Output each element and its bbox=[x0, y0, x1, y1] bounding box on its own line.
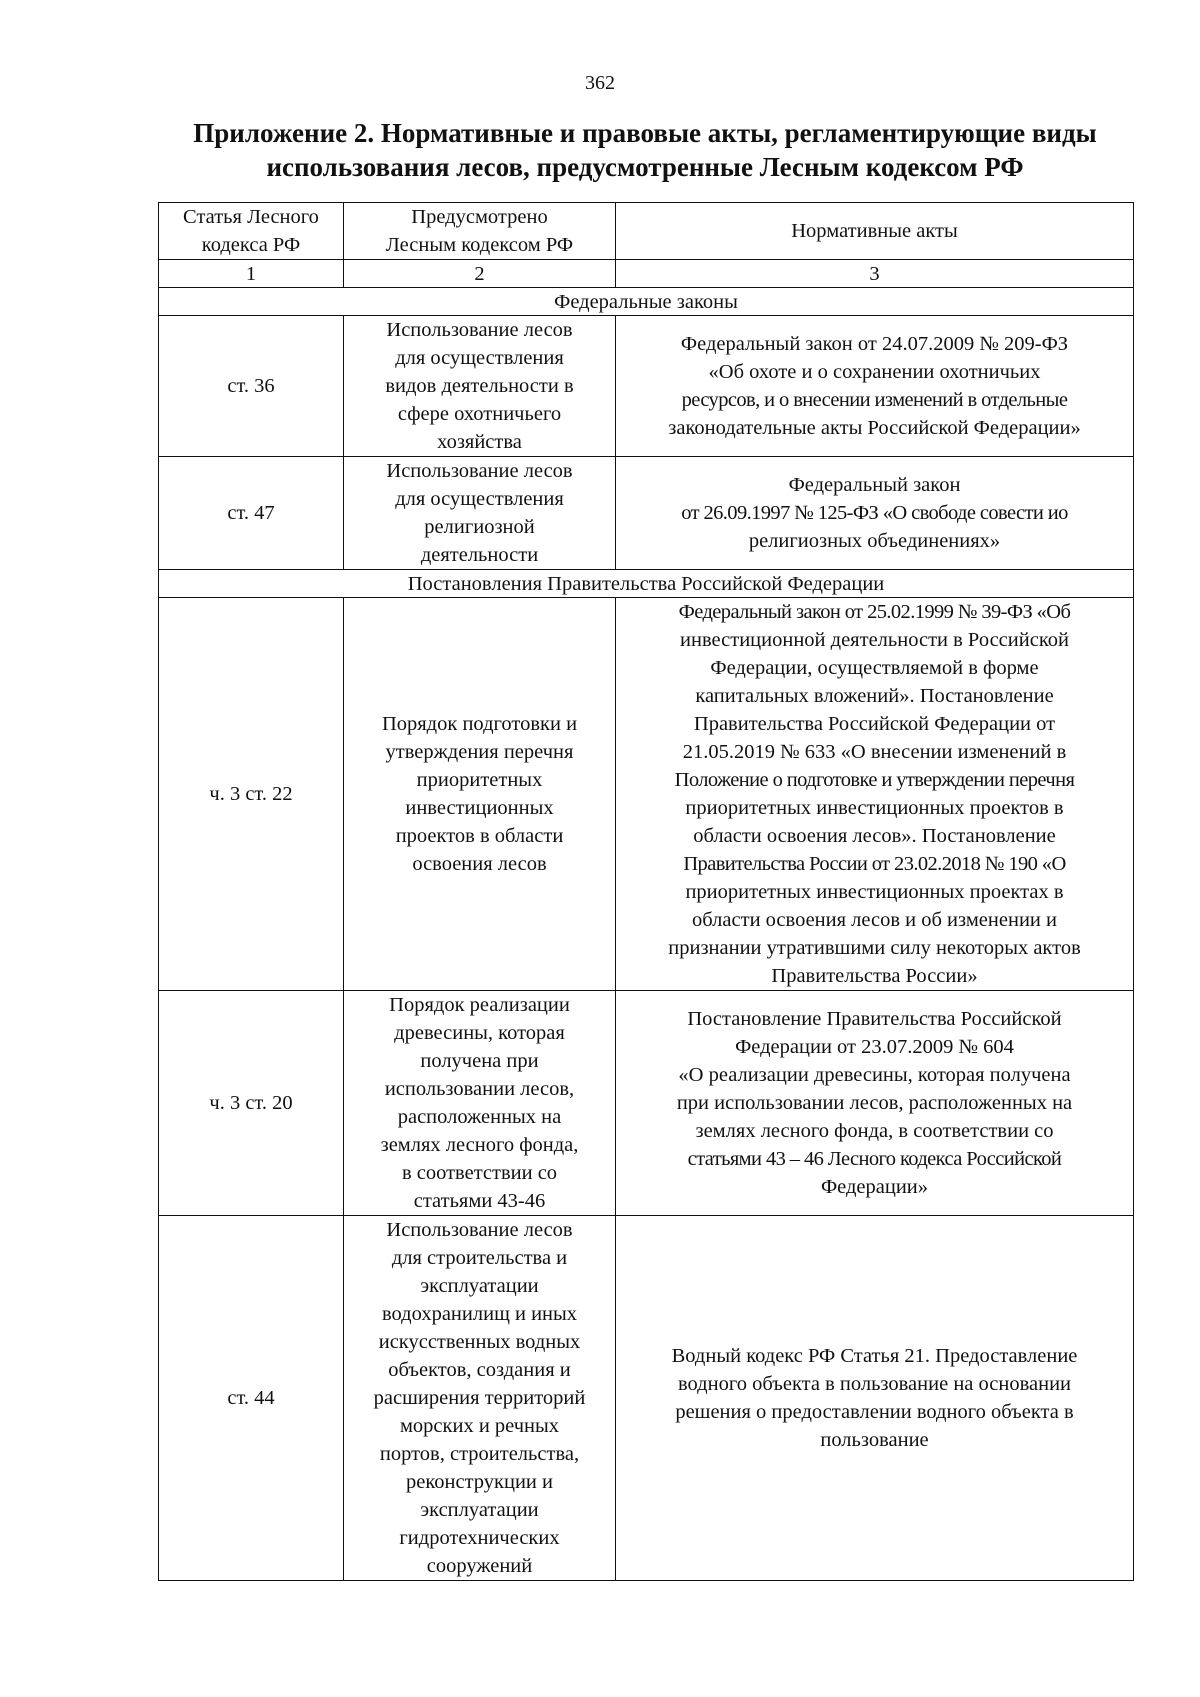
regulations-table bbox=[158, 202, 1134, 1581]
cell-article: ч. 3 ст. 22 bbox=[159, 598, 344, 991]
cell-provided-line: эксплуатации bbox=[420, 1499, 539, 1521]
table-header-row bbox=[159, 203, 1134, 260]
cell-provided bbox=[344, 598, 616, 991]
page-number: 362 bbox=[585, 72, 615, 94]
page-title-line-2: использования лесов, предусмотренные Лесным кодексом РФ bbox=[266, 152, 1024, 182]
header-provided bbox=[344, 203, 616, 260]
cell-acts-line: законодательные акты Российской Федерации» bbox=[668, 417, 1081, 439]
table-row bbox=[159, 457, 1134, 570]
cell-provided-line: расширения территорий bbox=[373, 1387, 586, 1409]
cell-acts-line: признании утратившими силу некоторых актов bbox=[668, 937, 1081, 959]
cell-acts bbox=[616, 457, 1134, 570]
table-row bbox=[159, 598, 1134, 991]
cell-provided-line: сооружений bbox=[426, 1555, 533, 1577]
cell-acts-line: Федерации, осуществляемой в форме bbox=[710, 657, 1039, 679]
cell-provided-line: искусственных водных bbox=[378, 1331, 581, 1353]
column-number: 3 bbox=[616, 260, 1134, 288]
cell-provided-line: портов, строительства, bbox=[379, 1443, 580, 1465]
cell-acts-line: Федеральный закон bbox=[788, 474, 961, 496]
cell-provided-line: объектов, создания и bbox=[388, 1359, 571, 1381]
table-row bbox=[159, 316, 1134, 457]
cell-provided-line: деятельности bbox=[420, 544, 539, 566]
cell-acts-line: Федеральный закон от 24.07.2009 № 209-ФЗ bbox=[680, 333, 1069, 355]
cell-provided-line: Порядок подготовки и bbox=[381, 713, 578, 735]
cell-acts-line: приоритетных инвестиционных проектов в bbox=[685, 797, 1064, 819]
cell-provided-line: древесины, которая bbox=[394, 1022, 565, 1044]
cell-provided-line: инвестиционных bbox=[405, 797, 554, 819]
cell-acts-line: Федерации от 23.07.2009 № 604 bbox=[735, 1036, 1014, 1058]
cell-acts-line: «Об охоте и о сохранении охотничьих bbox=[708, 361, 1041, 383]
cell-provided-line: расположенных на bbox=[397, 1106, 562, 1128]
cell-acts-line: Федерации» bbox=[820, 1176, 929, 1198]
cell-provided bbox=[344, 457, 616, 570]
cell-provided-line: проектов в области bbox=[395, 825, 564, 847]
cell-acts-line: «О реализации древесины, которая получена bbox=[678, 1064, 1071, 1086]
cell-acts-line: ресурсов, и о внесении изменений в отдельные bbox=[681, 389, 1068, 411]
cell-provided-line: религиозной bbox=[424, 516, 535, 538]
section-title: Постановления Правительства Российской Федерации bbox=[159, 570, 1134, 598]
cell-provided-line: в соответствии со bbox=[401, 1162, 558, 1184]
header-acts: Нормативные акты bbox=[616, 203, 1134, 260]
cell-acts-line: 21.05.2019 № 633 «О внесении изменений в bbox=[682, 741, 1067, 763]
page-title bbox=[150, 116, 1140, 184]
cell-provided-line: утверждения перечня bbox=[385, 741, 574, 763]
cell-acts-line: статьями 43 – 46 Лесного кодекса Российской bbox=[687, 1148, 1062, 1170]
header-article bbox=[159, 203, 344, 260]
cell-acts-line: инвестиционной деятельности в Российской bbox=[680, 629, 1069, 651]
cell-provided-line: получена при bbox=[420, 1050, 539, 1072]
cell-provided-line: статьями 43-46 bbox=[413, 1190, 546, 1212]
header-article-line: кодекса РФ bbox=[201, 234, 301, 256]
cell-provided-line: гидротехнических bbox=[399, 1527, 560, 1549]
cell-provided-line: реконструкции и bbox=[406, 1471, 553, 1493]
cell-article: ст. 44 bbox=[159, 1216, 344, 1581]
cell-acts-line: области освоения лесов и об изменении и bbox=[692, 909, 1057, 931]
cell-acts bbox=[616, 991, 1134, 1216]
cell-provided-line: освоения лесов bbox=[412, 853, 547, 875]
cell-provided-line: для осуществления bbox=[395, 488, 564, 510]
cell-article: ч. 3 ст. 20 bbox=[159, 991, 344, 1216]
cell-provided bbox=[344, 991, 616, 1216]
cell-provided-line: использовании лесов, bbox=[384, 1078, 575, 1100]
cell-acts-line: капитальных вложений». Постановление bbox=[695, 685, 1054, 707]
cell-acts-line: Федеральный закон от 25.02.1999 № 39-ФЗ «Об bbox=[678, 601, 1071, 623]
cell-provided-line: Использование лесов bbox=[386, 319, 573, 341]
cell-provided-line: хозяйства bbox=[437, 431, 522, 453]
cell-article: ст. 47 bbox=[159, 457, 344, 570]
cell-acts-line: Положение о подготовке и утверждении перечня bbox=[674, 769, 1075, 791]
cell-provided-line: землях лесного фонда, bbox=[380, 1134, 579, 1156]
table-row bbox=[159, 991, 1134, 1216]
section-row-federal-laws bbox=[159, 288, 1134, 316]
column-numbers-row bbox=[159, 260, 1134, 288]
cell-provided-line: приоритетных bbox=[416, 769, 543, 791]
cell-provided-line: для строительства и bbox=[391, 1247, 568, 1269]
cell-acts-line: Правительства России от 23.02.2018 № 190 «О bbox=[683, 853, 1066, 875]
table-row bbox=[159, 1216, 1134, 1581]
cell-acts-line: землях лесного фонда, в соответствии со bbox=[695, 1120, 1054, 1142]
cell-acts bbox=[616, 316, 1134, 457]
cell-provided-line: сфере охотничьего bbox=[397, 403, 562, 425]
column-number: 2 bbox=[344, 260, 616, 288]
cell-provided bbox=[344, 1216, 616, 1581]
cell-provided-line: Использование лесов bbox=[386, 460, 573, 482]
cell-provided-line: для осуществления bbox=[395, 347, 564, 369]
cell-acts-line: Правительства России» bbox=[771, 965, 978, 987]
cell-provided-line: морских и речных bbox=[399, 1415, 560, 1437]
cell-provided-line: эксплуатации bbox=[420, 1275, 539, 1297]
cell-provided-line: видов деятельности в bbox=[385, 375, 574, 397]
cell-provided-line: Использование лесов bbox=[386, 1219, 573, 1241]
cell-acts-line: водного объекта в пользование на основании bbox=[677, 1373, 1072, 1395]
cell-acts-line: Постановление Правительства Российской bbox=[687, 1008, 1062, 1030]
cell-provided-line: Порядок реализации bbox=[389, 994, 570, 1016]
cell-acts-line: Водный кодекс РФ Статья 21. Предоставление bbox=[671, 1345, 1078, 1367]
cell-acts-line: при использовании лесов, расположенных на bbox=[676, 1092, 1073, 1114]
cell-acts-line: религиозных объединениях» bbox=[748, 530, 1001, 552]
header-provided-line: Лесным кодексом РФ bbox=[385, 234, 574, 256]
column-number: 1 bbox=[159, 260, 344, 288]
section-row-government-decrees bbox=[159, 570, 1134, 598]
cell-acts-line: решения о предоставлении водного объекта в bbox=[675, 1401, 1074, 1423]
page-title-line-1: Приложение 2. Нормативные и правовые акты, регламентирующие виды bbox=[193, 118, 1097, 148]
cell-article: ст. 36 bbox=[159, 316, 344, 457]
header-provided-line: Предусмотрено bbox=[411, 206, 548, 228]
cell-acts bbox=[616, 598, 1134, 991]
header-article-line: Статья Лесного bbox=[183, 206, 319, 228]
cell-acts-line: пользование bbox=[820, 1429, 929, 1451]
cell-provided bbox=[344, 316, 616, 457]
cell-acts-line: от 26.09.1997 № 125-ФЗ «О свободе совести ио bbox=[681, 502, 1068, 524]
cell-acts-line: области освоения лесов». Постановление bbox=[693, 825, 1056, 847]
section-title: Федеральные законы bbox=[159, 288, 1134, 316]
cell-acts bbox=[616, 1216, 1134, 1581]
cell-acts-line: Правительства Российской Федерации от bbox=[693, 713, 1056, 735]
cell-acts-line: приоритетных инвестиционных проектах в bbox=[685, 881, 1064, 903]
cell-provided-line: водохранилищ и иных bbox=[381, 1303, 578, 1325]
